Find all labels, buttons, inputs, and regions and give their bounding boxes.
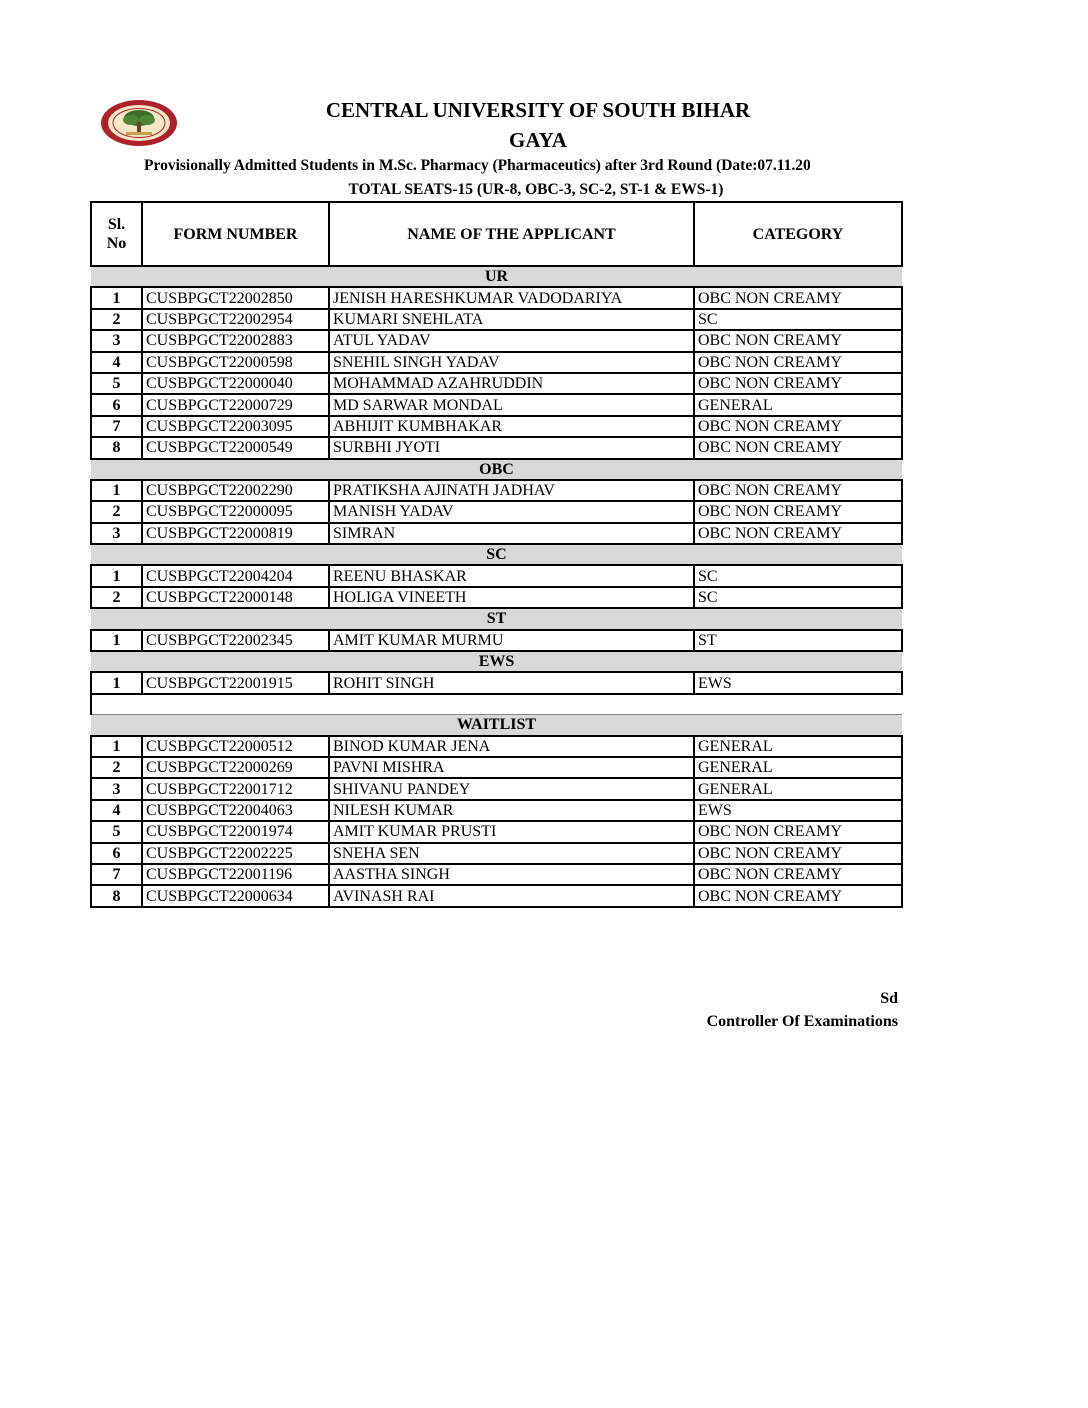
- cell-form-number: CUSBPGCT22000598: [142, 352, 329, 373]
- table-row: [91, 480, 902, 501]
- table-row: [91, 630, 902, 651]
- table-row: [91, 587, 902, 608]
- cell-sl-no: 2: [91, 757, 142, 778]
- column-header-name: NAME OF THE APPLICANT: [329, 202, 694, 266]
- cell-category: GENERAL: [694, 757, 902, 778]
- cell-form-number: CUSBPGCT22001974: [142, 821, 329, 842]
- table-row: [91, 416, 902, 437]
- cell-form-number: CUSBPGCT22000549: [142, 437, 329, 458]
- cell-applicant-name: ROHIT SINGH: [329, 672, 694, 693]
- cell-form-number: CUSBPGCT22000819: [142, 523, 329, 544]
- cell-applicant-name: BINOD KUMAR JENA: [329, 736, 694, 757]
- cell-category: GENERAL: [694, 778, 902, 799]
- section-header: [91, 715, 902, 736]
- table-row: [91, 821, 902, 842]
- column-header-category: CATEGORY: [694, 202, 902, 266]
- cell-applicant-name: AVINASH RAI: [329, 885, 694, 906]
- section-label: WAITLIST: [91, 715, 902, 736]
- table-body: [91, 266, 902, 907]
- cell-form-number: CUSBPGCT22000148: [142, 587, 329, 608]
- cell-category: GENERAL: [694, 394, 902, 415]
- table-row: [91, 864, 902, 885]
- column-header-sl: Sl. No: [91, 202, 142, 266]
- cell-category: OBC NON CREAMY: [694, 416, 902, 437]
- cell-applicant-name: MD SARWAR MONDAL: [329, 394, 694, 415]
- cell-sl-no: 3: [91, 778, 142, 799]
- cell-sl-no: 1: [91, 736, 142, 757]
- table-row: [91, 778, 902, 799]
- cell-category: OBC NON CREAMY: [694, 843, 902, 864]
- blank-row: [91, 694, 902, 715]
- table-row: [91, 373, 902, 394]
- cell-applicant-name: SNEHIL SINGH YADAV: [329, 352, 694, 373]
- cell-form-number: CUSBPGCT22000269: [142, 757, 329, 778]
- cell-applicant-name: AMIT KUMAR MURMU: [329, 630, 694, 651]
- blank-cell: [91, 694, 902, 715]
- table-row: [91, 523, 902, 544]
- cell-applicant-name: KUMARI SNEHLATA: [329, 309, 694, 330]
- cell-category: OBC NON CREAMY: [694, 480, 902, 501]
- cell-applicant-name: AASTHA SINGH: [329, 864, 694, 885]
- signature-mark: Sd: [880, 990, 898, 1007]
- cell-sl-no: 1: [91, 565, 142, 586]
- cell-category: OBC NON CREAMY: [694, 330, 902, 351]
- cell-sl-no: 5: [91, 821, 142, 842]
- table-row: [91, 394, 902, 415]
- section-label: EWS: [91, 651, 902, 672]
- table-row: [91, 736, 902, 757]
- cell-form-number: CUSBPGCT22000040: [142, 373, 329, 394]
- cell-applicant-name: SHIVANU PANDEY: [329, 778, 694, 799]
- cell-form-number: CUSBPGCT22000095: [142, 501, 329, 522]
- table-header: [91, 202, 902, 266]
- section-header: [91, 651, 902, 672]
- cell-category: EWS: [694, 800, 902, 821]
- table-row: [91, 501, 902, 522]
- cell-sl-no: 3: [91, 523, 142, 544]
- table-row: [91, 672, 902, 693]
- cell-sl-no: 5: [91, 373, 142, 394]
- cell-category: GENERAL: [694, 736, 902, 757]
- cell-applicant-name: MANISH YADAV: [329, 501, 694, 522]
- cell-sl-no: 8: [91, 437, 142, 458]
- section-label: UR: [91, 266, 902, 287]
- cell-category: SC: [694, 587, 902, 608]
- cell-applicant-name: ABHIJIT KUMBHAKAR: [329, 416, 694, 437]
- cell-category: OBC NON CREAMY: [694, 821, 902, 842]
- cell-category: OBC NON CREAMY: [694, 501, 902, 522]
- cell-applicant-name: PAVNI MISHRA: [329, 757, 694, 778]
- signatory-title: Controller Of Examinations: [706, 1013, 898, 1030]
- table-row: [91, 309, 902, 330]
- section-header: [91, 266, 902, 287]
- cell-applicant-name: NILESH KUMAR: [329, 800, 694, 821]
- cell-form-number: CUSBPGCT22004204: [142, 565, 329, 586]
- cell-sl-no: 3: [91, 330, 142, 351]
- university-city: GAYA: [509, 128, 567, 152]
- table-row: [91, 330, 902, 351]
- cell-sl-no: 6: [91, 394, 142, 415]
- cell-form-number: CUSBPGCT22002225: [142, 843, 329, 864]
- cell-sl-no: 7: [91, 864, 142, 885]
- cell-category: EWS: [694, 672, 902, 693]
- table-row: [91, 287, 902, 308]
- cell-sl-no: 2: [91, 587, 142, 608]
- cell-applicant-name: SNEHA SEN: [329, 843, 694, 864]
- cell-applicant-name: SIMRAN: [329, 523, 694, 544]
- table-row: [91, 885, 902, 906]
- column-header-form: FORM NUMBER: [142, 202, 329, 266]
- cell-sl-no: 1: [91, 287, 142, 308]
- cell-applicant-name: AMIT KUMAR PRUSTI: [329, 821, 694, 842]
- cell-sl-no: 2: [91, 501, 142, 522]
- cell-form-number: CUSBPGCT22000729: [142, 394, 329, 415]
- cell-form-number: CUSBPGCT22004063: [142, 800, 329, 821]
- cell-form-number: CUSBPGCT22002954: [142, 309, 329, 330]
- cell-form-number: CUSBPGCT22000634: [142, 885, 329, 906]
- cell-applicant-name: ATUL YADAV: [329, 330, 694, 351]
- table-row: [91, 757, 902, 778]
- cell-category: OBC NON CREAMY: [694, 885, 902, 906]
- table-row: [91, 437, 902, 458]
- cell-form-number: CUSBPGCT22000512: [142, 736, 329, 757]
- cell-form-number: CUSBPGCT22002345: [142, 630, 329, 651]
- cell-sl-no: 7: [91, 416, 142, 437]
- cell-category: OBC NON CREAMY: [694, 437, 902, 458]
- cell-sl-no: 4: [91, 800, 142, 821]
- cell-category: ST: [694, 630, 902, 651]
- cell-category: OBC NON CREAMY: [694, 373, 902, 394]
- cell-form-number: CUSBPGCT22002850: [142, 287, 329, 308]
- cell-applicant-name: SURBHI JYOTI: [329, 437, 694, 458]
- section-label: OBC: [91, 459, 902, 480]
- cell-form-number: CUSBPGCT22001712: [142, 778, 329, 799]
- table-row: [91, 565, 902, 586]
- section-label: ST: [91, 608, 902, 629]
- cell-applicant-name: HOLIGA VINEETH: [329, 587, 694, 608]
- cell-category: OBC NON CREAMY: [694, 287, 902, 308]
- section-label: SC: [91, 544, 902, 565]
- cell-form-number: CUSBPGCT22003095: [142, 416, 329, 437]
- cell-applicant-name: JENISH HARESHKUMAR VADODARIYA: [329, 287, 694, 308]
- cell-sl-no: 1: [91, 672, 142, 693]
- cell-category: OBC NON CREAMY: [694, 352, 902, 373]
- cell-sl-no: 6: [91, 843, 142, 864]
- cell-sl-no: 4: [91, 352, 142, 373]
- cell-category: SC: [694, 309, 902, 330]
- cell-category: SC: [694, 565, 902, 586]
- section-header: [91, 608, 902, 629]
- cell-sl-no: 8: [91, 885, 142, 906]
- cell-sl-no: 1: [91, 630, 142, 651]
- cell-category: OBC NON CREAMY: [694, 523, 902, 544]
- document-subtitle: Provisionally Admitted Students in M.Sc. Pharmacy (Pharmaceutics) after 3rd Round (Date:07.11.20: [144, 157, 811, 174]
- cell-form-number: CUSBPGCT22002290: [142, 480, 329, 501]
- section-header: [91, 459, 902, 480]
- university-name: CENTRAL UNIVERSITY OF SOUTH BIHAR: [325, 98, 751, 122]
- total-seats: TOTAL SEATS-15 (UR-8, OBC-3, SC-2, ST-1 & EWS-1): [348, 181, 724, 198]
- cell-sl-no: 1: [91, 480, 142, 501]
- cell-applicant-name: PRATIKSHA AJINATH JADHAV: [329, 480, 694, 501]
- cell-applicant-name: MOHAMMAD AZAHRUDDIN: [329, 373, 694, 394]
- cell-form-number: CUSBPGCT22002883: [142, 330, 329, 351]
- admission-table: [90, 201, 903, 908]
- cell-applicant-name: REENU BHASKAR: [329, 565, 694, 586]
- cell-form-number: CUSBPGCT22001915: [142, 672, 329, 693]
- cell-form-number: CUSBPGCT22001196: [142, 864, 329, 885]
- table-row: [91, 352, 902, 373]
- cell-category: OBC NON CREAMY: [694, 864, 902, 885]
- cell-sl-no: 2: [91, 309, 142, 330]
- table-row: [91, 800, 902, 821]
- section-header: [91, 544, 902, 565]
- table-row: [91, 843, 902, 864]
